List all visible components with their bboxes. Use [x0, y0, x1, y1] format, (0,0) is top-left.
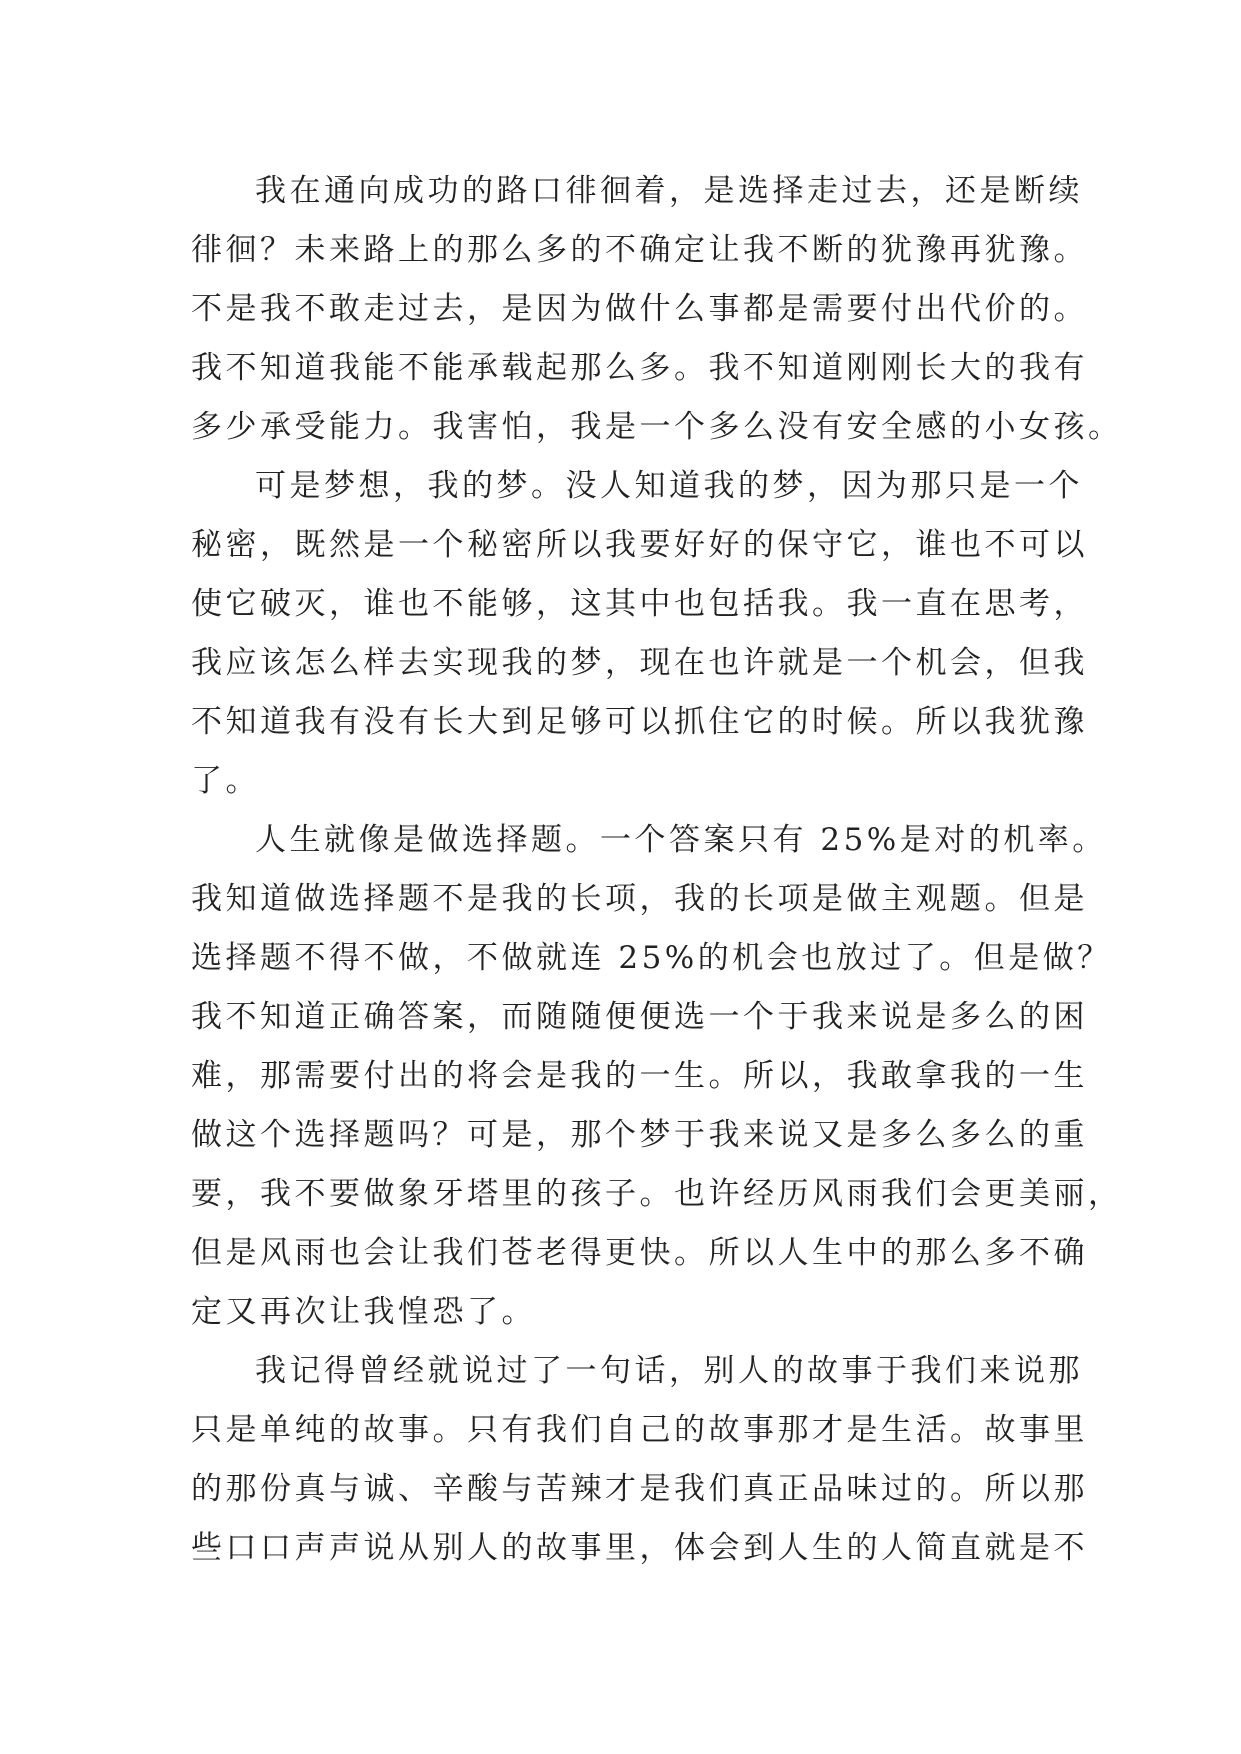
- text-line: 我不知道我能不能承载起那么多。我不知道刚刚长大的我有: [191, 350, 1088, 386]
- text-line: 难，那需要付出的将会是我的一生。所以，我敢拿我的一生: [191, 1058, 1088, 1094]
- text-line: 选择题不得不做，不做就连 25%的机会也放过了。但是做？: [191, 940, 1112, 976]
- text-line: 多少承受能力。我害怕，我是一个多么没有安全感的小女孩。: [191, 409, 1123, 445]
- paragraph-3: [191, 811, 1123, 1342]
- text-line: 我知道做选择题不是我的长项，我的长项是做主观题。但是: [191, 881, 1088, 917]
- text-line: 些口口声声说从别人的故事里，体会到人生的人简直就是不: [191, 1530, 1088, 1566]
- text-line: 使它破灭，谁也不能够，这其中也包括我。我一直在思考，: [191, 586, 1088, 622]
- text-line: 定又再次让我惶恐了。: [191, 1294, 536, 1330]
- text-line: 做这个选择题吗？可是，那个梦于我来说又是多么多么的重: [191, 1117, 1088, 1153]
- text-line: 我不知道正确答案，而随随便便选一个于我来说是多么的困: [191, 999, 1088, 1035]
- text-line: 的那份真与诚、辛酸与苦辣才是我们真正品味过的。所以那: [191, 1471, 1088, 1507]
- text-line: 要，我不要做象牙塔里的孩子。也许经历风雨我们会更美丽，: [191, 1176, 1123, 1212]
- document-body: [191, 162, 1123, 1578]
- text-line: 我应该怎么样去实现我的梦，现在也许就是一个机会，但我: [191, 645, 1088, 681]
- text-line: 我在通向成功的路口徘徊着，是选择走过去，还是断续: [255, 173, 1083, 209]
- paragraph-1: [191, 162, 1123, 457]
- text-line: 可是梦想，我的梦。没人知道我的梦，因为那只是一个: [255, 468, 1083, 504]
- text-line: 人生就像是做选择题。一个答案只有 25%是对的机率。: [255, 822, 1107, 858]
- text-line: 徘徊？未来路上的那么多的不确定让我不断的犹豫再犹豫。: [191, 232, 1088, 268]
- text-line: 但是风雨也会让我们苍老得更快。所以人生中的那么多不确: [191, 1235, 1088, 1271]
- text-line: 只是单纯的故事。只有我们自己的故事那才是生活。故事里: [191, 1412, 1088, 1448]
- text-line: 不知道我有没有长大到足够可以抓住它的时候。所以我犹豫: [191, 704, 1088, 740]
- text-line: 秘密，既然是一个秘密所以我要好好的保守它，谁也不可以: [191, 527, 1088, 563]
- paragraph-2: [191, 457, 1088, 811]
- text-line: 不是我不敢走过去，是因为做什么事都是需要付出代价的。: [191, 291, 1088, 327]
- text-line: 了。: [191, 763, 260, 799]
- paragraph-4: [191, 1342, 1088, 1578]
- text-line: 我记得曾经就说过了一句话，别人的故事于我们来说那: [255, 1353, 1083, 1389]
